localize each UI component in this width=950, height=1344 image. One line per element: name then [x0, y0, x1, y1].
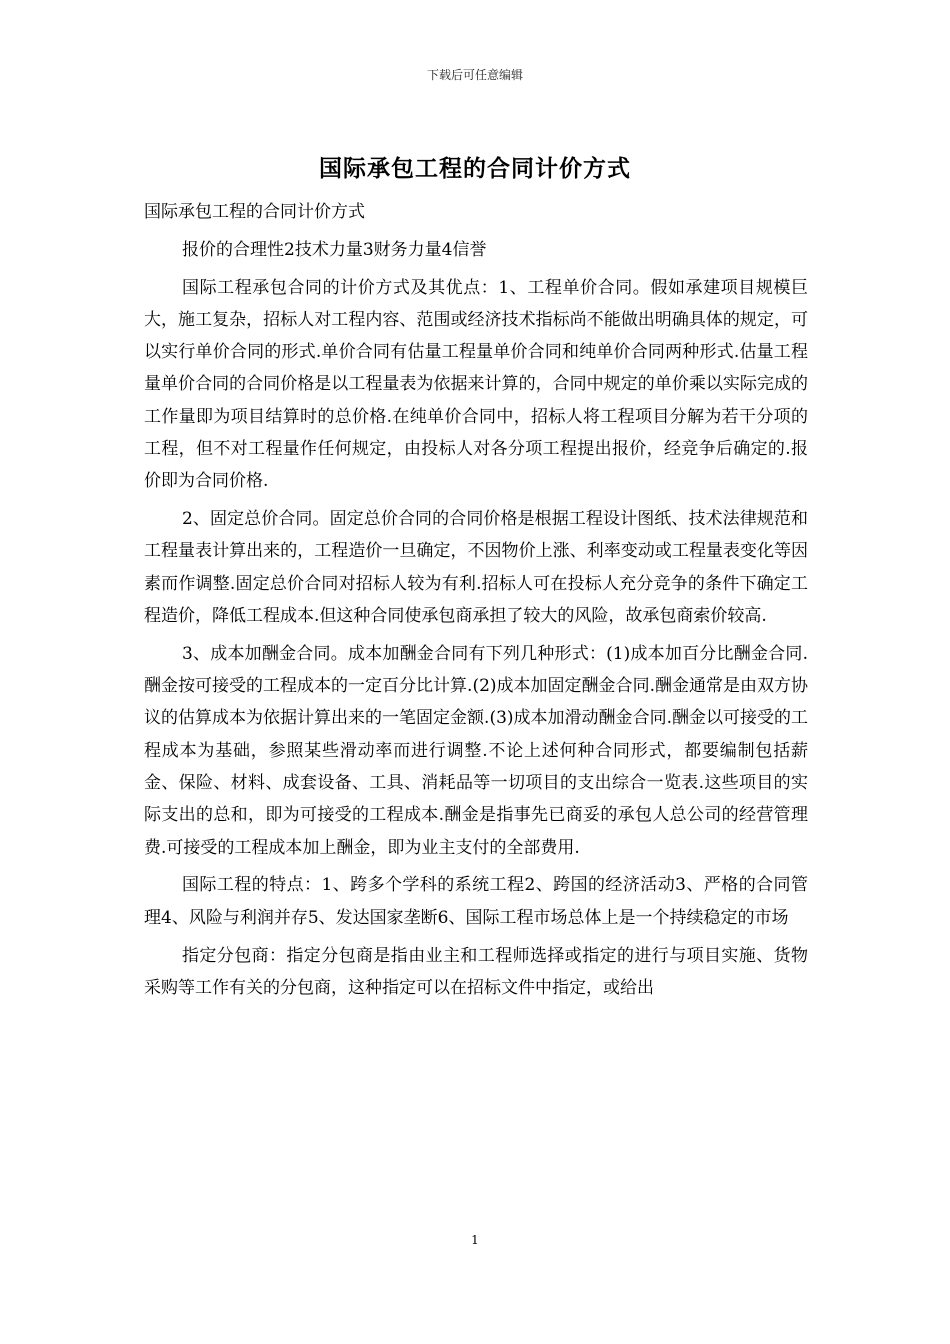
- document-body: [144, 196, 808, 1004]
- page-number: 1: [471, 1233, 479, 1247]
- body-paragraph: 3、成本加酬金合同。成本加酬金合同有下列几种形式：(1)成本加百分比酬金合同.酬金按可接受的工程成本的一定百分比计算.(2)成本加固定酬金合同.酬金通常是由双方协议的估算成本为依据计算出来的一笔固定金额.(3)成本加滑动酬金合同.酬金以可接受的工程成本为基础，参照某些滑动率而进行调整.不论上述何种合同形式，都要编制包括薪金、保险、材料、成套设备、工具、消耗品等一切项目的支出综合一览表.这些项目的实际支出的总和，即为可接受的工程成本.酬金是指事先已商妥的承包人总公司的经营管理费.可接受的工程成本加上酬金，即为业主支付的全部费用.: [144, 643, 808, 858]
- body-paragraph-subtitle: 国际承包工程的合同计价方式: [144, 202, 365, 222]
- body-paragraph: 报价的合理性2技术力量3财务力量4信誉: [182, 239, 487, 260]
- header-note: 下载后可任意编辑: [426, 68, 523, 82]
- document-title: 国际承包工程的合同计价方式: [319, 155, 631, 182]
- body-paragraph: 国际工程承包合同的计价方式及其优点：1、工程单价合同。假如承建项目规模巨大，施工复杂，招标人对工程内容、范围或经济技术指标尚不能做出明确具体的规定，可以实行单价合同的形式.单价合同有估量工程量单价合同和纯单价合同两种形式.估量工程量单价合同的合同价格是以工程量表为依据来计算的，合同中规定的单价乘以实际完成的工作量即为项目结算时的总价格.在纯单价合同中，招标人将工程项目分解为若干分项的工程，但不对工程量作任何规定，由投标人对各分项工程提出报价，经竞争后确定的.报价即为合同价格.: [144, 277, 808, 492]
- body-paragraph: 国际工程的特点：1、跨多个学科的系统工程2、跨国的经济活动3、严格的合同管理4、风险与利润并存5、发达国家垄断6、国际工程市场总体上是一个持续稳定的市场: [144, 875, 808, 928]
- body-paragraph: 指定分包商：指定分包商是指由业主和工程师选择或指定的进行与项目实施、货物采购等工作有关的分包商，这种指定可以在招标文件中指定，或给出: [144, 945, 808, 998]
- body-paragraph: 2、固定总价合同。固定总价合同的合同价格是根据工程设计图纸、技术法律规范和工程量表计算出来的，工程造价一旦确定，不因物价上涨、利率变动或工程量表变化等因素而作调整.固定总价合同对招标人较为有利.招标人可在投标人充分竞争的条件下确定工程造价，降低工程成本.但这种合同使承包商承担了较大的风险，故承包商索价较高.: [144, 509, 808, 627]
